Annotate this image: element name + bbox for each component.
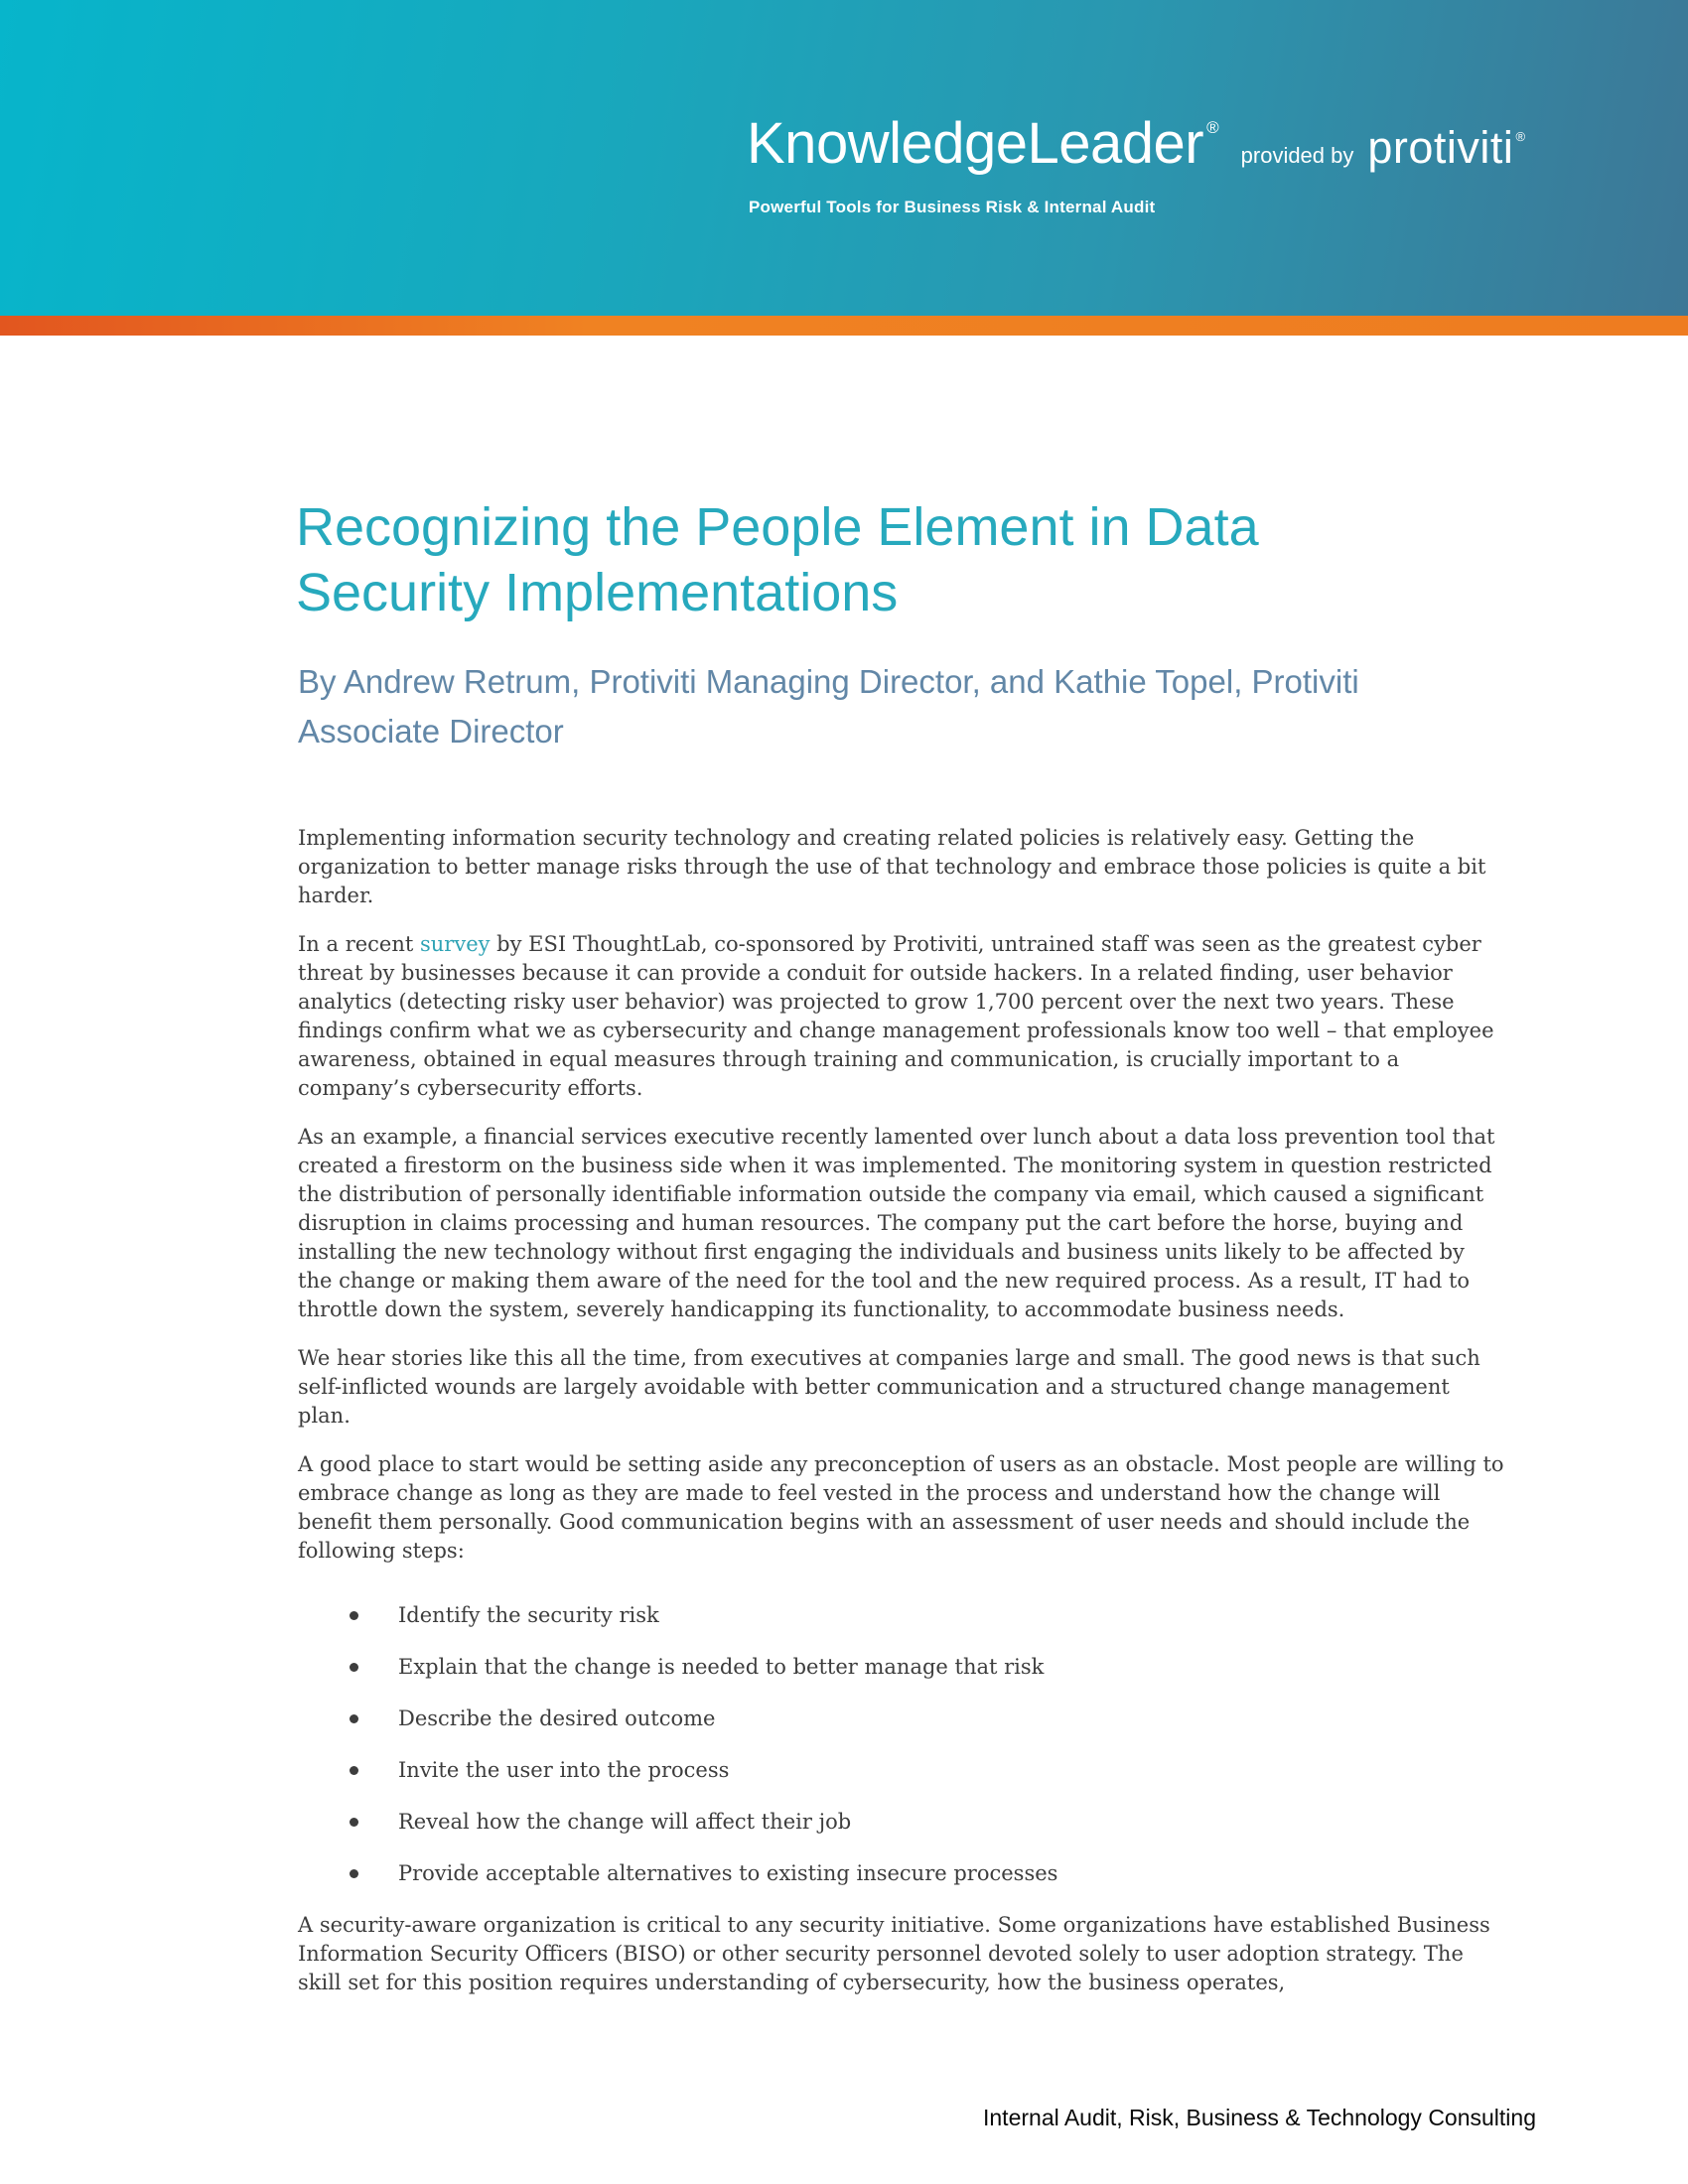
bullet-icon <box>350 1663 358 1672</box>
steps-bullet-list <box>298 1601 1504 1888</box>
list-item <box>298 1705 1504 1733</box>
header-accent-stripe <box>0 316 1688 336</box>
page-title-line2: Security Implementations <box>296 563 899 622</box>
bullet-icon <box>350 1611 358 1620</box>
byline-line2: Associate Director <box>298 713 564 750</box>
paragraph-good-place: A good place to start would be setting aside any preconception of users as an obstacle. Most people are willing to embrace change as long as they are made to feel vested in the process and understand how the change will benefit them personally. Good communication begins with an assessment of user needs and should include the following steps: <box>298 1452 1504 1563</box>
knowledgeleader-logo <box>747 111 1526 176</box>
list-item <box>298 1756 1504 1785</box>
header-band <box>0 0 1688 316</box>
article-body <box>298 824 1504 2017</box>
paragraph-security-aware: A security-aware organization is critical to any security initiative. Some organizations have established Business Information Security Officers (BISO) or other security personnel devoted solely to user adoption strategy. The skill set for this position requires understanding of cybersecurity, how the business operates, <box>298 1913 1490 1994</box>
page-title-line1: Recognizing the People Element in Data <box>296 497 1259 557</box>
paragraph-survey-after: by ESI ThoughtLab, co-sponsored by Protiviti, untrained staff was seen as the greatest cyber threat by businesses because it can provide a conduit for outside hackers. In a related finding, user behavior analytics (detecting risky user behavior) was projected to grow 1,700 percent over the next two years. These findings confirm what we as cybersecurity and change management professionals know too well – that employee awareness, obtained in equal measures through training and communication, is crucially important to a company’s cybersecurity efforts. <box>298 932 1494 1100</box>
bullet-icon <box>350 1818 358 1827</box>
brand-tagline: Powerful Tools for Business Risk & Internal Audit <box>749 198 1156 216</box>
byline-line1: By Andrew Retrum, Protiviti Managing Director, and Kathie Topel, Protiviti <box>298 663 1359 700</box>
list-item <box>298 1859 1504 1888</box>
byline <box>298 657 1529 756</box>
paragraph-intro: Implementing information security technology and creating related policies is relatively easy. Getting the organization to better manage risks through the use of that technology and embrace those policies is quite a bit harder. <box>298 826 1486 907</box>
list-item-label: Explain that the change is needed to better manage that risk <box>398 1655 1045 1679</box>
paragraph-survey-before: In a recent <box>298 932 420 956</box>
bullet-icon <box>350 1714 358 1723</box>
paragraph-survey <box>298 930 1504 1103</box>
paragraph-stories: We hear stories like this all the time, from executives at companies large and small. The good news is that such self-inflicted wounds are largely avoidable with better communication and a structured change management plan. <box>298 1346 1480 1428</box>
registered-trademark-icon: ® <box>1515 129 1526 144</box>
provided-by-label: provided by <box>1240 143 1354 168</box>
list-item <box>298 1808 1504 1837</box>
survey-link[interactable]: survey <box>420 932 491 956</box>
bullet-icon <box>350 1766 358 1775</box>
list-item <box>298 1601 1504 1630</box>
list-item <box>298 1653 1504 1682</box>
list-item-label: Reveal how the change will affect their job <box>398 1810 852 1834</box>
list-item-label: Provide acceptable alternatives to existing insecure processes <box>398 1861 1058 1885</box>
bullet-icon <box>350 1869 358 1878</box>
list-item-label: Identify the security risk <box>398 1603 659 1627</box>
protiviti-wordmark: protiviti <box>1367 122 1514 173</box>
list-item-label: Describe the desired outcome <box>398 1706 716 1730</box>
list-item-label: Invite the user into the process <box>398 1758 730 1782</box>
brand-wordmark: KnowledgeLeader <box>747 111 1204 176</box>
paragraph-example: As an example, a financial services executive recently lamented over lunch about a data loss prevention tool that created a firestorm on the business side when it was implemented. The monitoring system in question restricted the distribution of personally identifiable information outside the company via email, which caused a significant disruption in claims processing and human resources. The company put the cart before the horse, buying and installing the new technology without first engaging the individuals and business units likely to be affected by the change or making them aware of the need for the tool and the new required process. As a result, IT had to throttle down the system, severely handicapping its functionality, to accommodate business needs. <box>298 1125 1495 1321</box>
registered-trademark-icon: ® <box>1206 118 1219 137</box>
page-title <box>296 494 1527 625</box>
footer-consulting-line: Internal Audit, Risk, Business & Technology Consulting <box>983 2105 1536 2130</box>
